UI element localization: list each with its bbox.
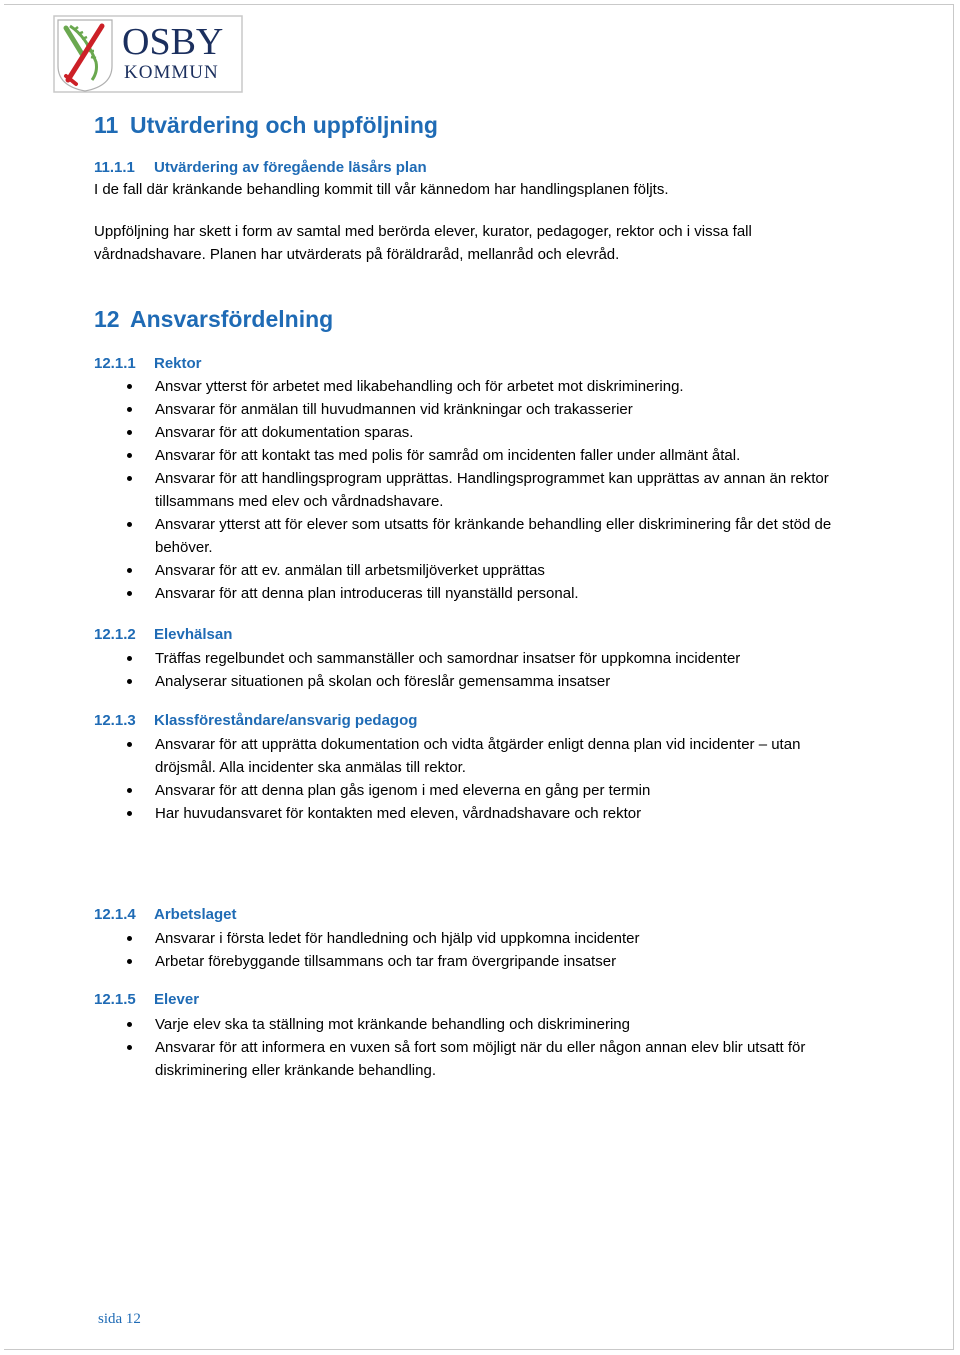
subheading-text: Klassföreståndare/ansvarig pedagog [154, 712, 418, 729]
bullet-icon [127, 430, 132, 435]
bullet-icon [127, 1045, 132, 1050]
subheading-number: 12.1.2 [94, 626, 136, 643]
heading-text: Ansvarsfördelning [130, 306, 334, 332]
bullet-icon [127, 742, 132, 747]
bullet-icon [127, 407, 132, 412]
logo-subtitle: KOMMUN [124, 62, 219, 83]
subheading-text: Utvärdering av föregående läsårs plan [154, 159, 427, 176]
subheading-klassforestandare [94, 712, 417, 729]
list-item: Ansvarar för anmälan till huvudmannen vid kränkningar och trakasserier [94, 398, 854, 421]
list-item: Ansvar ytterst för arbetet med likabehandling och för arbetet mot diskriminering. [94, 375, 854, 398]
bullet-icon [127, 936, 132, 941]
arbetslaget-list [94, 927, 854, 973]
list-item: Ansvarar i första ledet för handledning och hjälp vid uppkomna incidenter [94, 927, 854, 950]
heading-text: Utvärdering och uppföljning [130, 112, 438, 138]
elever-list [94, 1013, 854, 1082]
paragraph-followup-line2: vårdnadshavare. Planen har utvärderats på föräldraråd, mellanråd och elevråd. [94, 246, 620, 263]
list-item: Arbetar förebyggande tillsammans och tar fram övergripande insatser [94, 950, 854, 973]
subheading-elever [94, 991, 199, 1008]
logo-wordmark: OSBY [122, 21, 224, 63]
bullet-icon [127, 384, 132, 389]
list-item: Ansvarar för att upprätta dokumentation och vidta åtgärder enligt denna plan vid incidenter – utan dröjsmål. Alla incidenter ska anmälas till rektor. [94, 733, 854, 779]
bullet-icon [127, 522, 132, 527]
subheading-11-1-1 [94, 159, 427, 176]
heading-number: 11 [94, 112, 119, 138]
subheading-number: 12.1.1 [94, 355, 136, 372]
subheading-rektor [94, 355, 202, 372]
bullet-icon [127, 568, 132, 573]
bullet-icon [127, 591, 132, 596]
bullet-icon [127, 1022, 132, 1027]
rektor-list [94, 375, 854, 605]
list-item: Varje elev ska ta ställning mot kränkande behandling och diskriminering [94, 1013, 854, 1036]
list-item: Träffas regelbundet och sammanställer och samordnar insatser för uppkomna incidenter [94, 647, 854, 670]
section-heading-12 [94, 306, 333, 333]
elevhalsan-list [94, 647, 854, 693]
list-item: Ansvarar ytterst att för elever som utsatts för kränkande behandling eller diskriminering får det stöd de behöver. [94, 513, 854, 559]
list-item: Analyserar situationen på skolan och föreslår gemensamma insatser [94, 670, 854, 693]
subheading-text: Elever [154, 991, 200, 1008]
heading-number: 12 [94, 306, 120, 332]
subheading-text: Elevhälsan [154, 626, 233, 643]
bullet-icon [127, 679, 132, 684]
list-item: Ansvarar för att denna plan introduceras till nyanställd personal. [94, 582, 854, 605]
subheading-text: Rektor [154, 355, 202, 372]
list-item: Ansvarar för att dokumentation sparas. [94, 421, 854, 444]
klassforestandare-list [94, 733, 854, 825]
osby-kommun-logo [52, 14, 252, 94]
bullet-icon [127, 453, 132, 458]
subheading-arbetslaget [94, 906, 237, 923]
subheading-elevhalsan [94, 626, 232, 643]
list-item: Ansvarar för att handlingsprogram upprättas. Handlingsprogrammet kan upprättas av annan än rektor tillsammans med elev och vårdnadshavare. [94, 467, 854, 513]
bullet-icon [127, 788, 132, 793]
subheading-number: 12.1.5 [94, 991, 136, 1008]
bullet-icon [127, 476, 132, 481]
page-number: sida 12 [98, 1311, 141, 1327]
list-item: Ansvarar för att informera en vuxen så fort som möjligt när du eller någon annan elev blir utsatt för diskriminering eller kränkande behandling. [94, 1036, 854, 1082]
subheading-number: 12.1.4 [94, 906, 136, 923]
paragraph-followup-line1: Uppföljning har skett i form av samtal med berörda elever, kurator, pedagoger, rektor och i vissa fall [94, 223, 752, 240]
bullet-icon [127, 811, 132, 816]
list-item: Ansvarar för att denna plan gås igenom i med eleverna en gång per termin [94, 779, 854, 802]
subheading-text: Arbetslaget [154, 906, 237, 923]
subheading-number: 12.1.3 [94, 712, 136, 729]
bullet-icon [127, 656, 132, 661]
subheading-number: 11.1.1 [94, 159, 135, 176]
section-heading-11 [94, 112, 438, 139]
paragraph-plan-followed: I de fall där kränkande behandling kommit till vår kännedom har handlingsplanen följts. [94, 181, 669, 198]
list-item: Har huvudansvaret för kontakten med eleven, vårdnadshavare och rektor [94, 802, 854, 825]
list-item: Ansvarar för att kontakt tas med polis för samråd om incidenten faller under allmänt åtal. [94, 444, 854, 467]
bullet-icon [127, 959, 132, 964]
list-item: Ansvarar för att ev. anmälan till arbetsmiljöverket upprättas [94, 559, 854, 582]
